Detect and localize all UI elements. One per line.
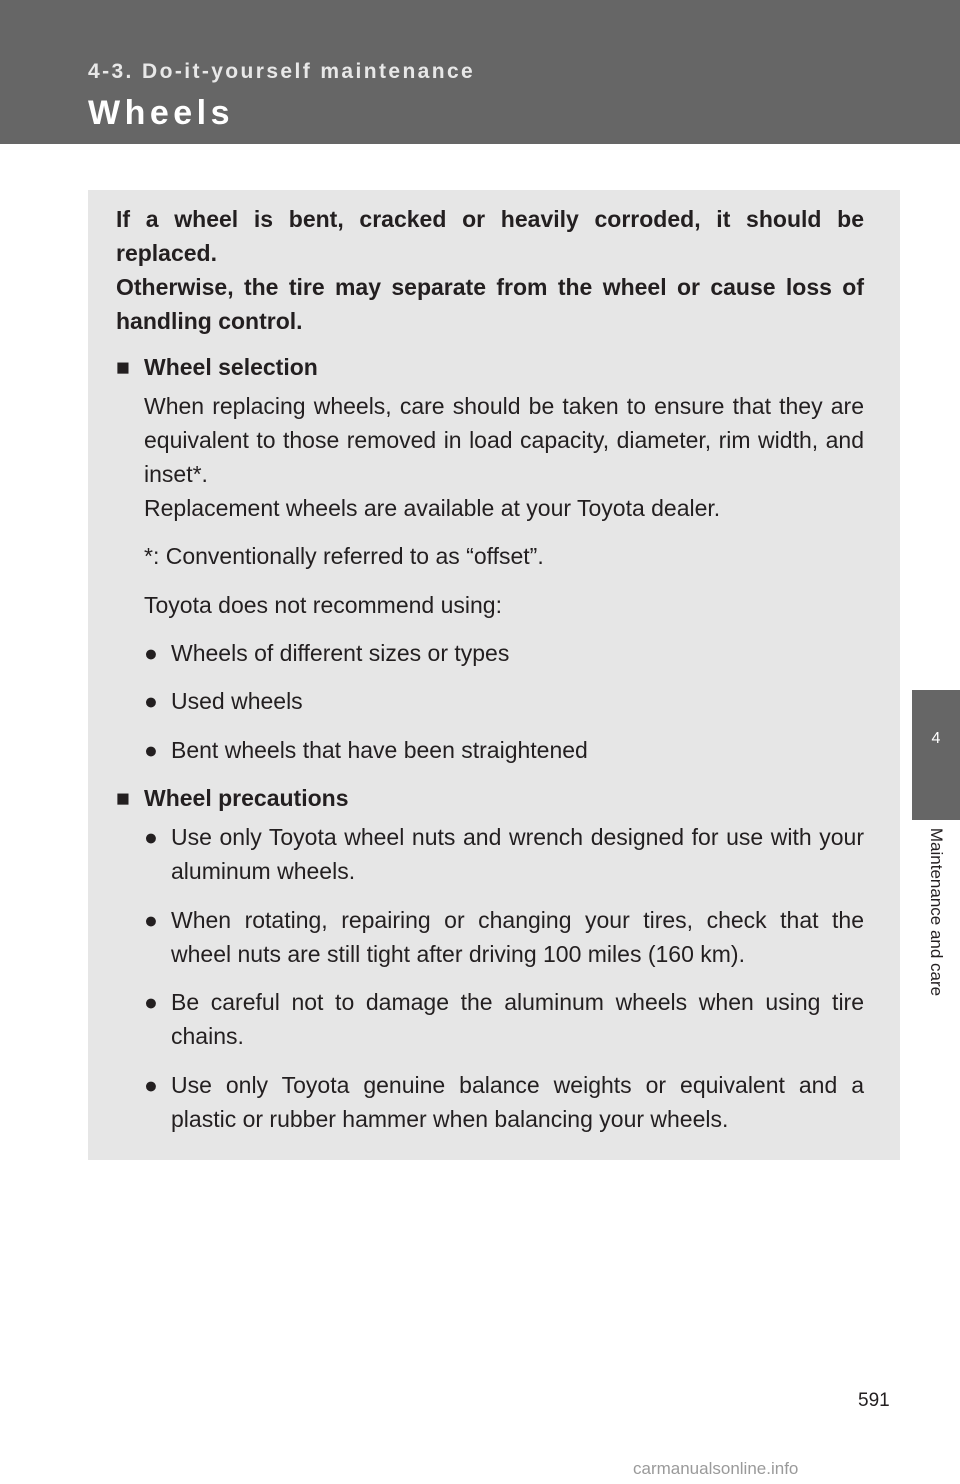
bullet-icon: ● (144, 989, 158, 1015)
intro-consequence: Otherwise, the tire may separate from the wheel or cause loss of handling control. (116, 274, 864, 334)
bullet-icon: ● (144, 640, 158, 666)
chapter-number: 4 (931, 730, 941, 747)
list-item: Use only Toyota wheel nuts and wrench designed for use with your aluminum wheels. (171, 824, 864, 884)
list-item: Use only Toyota genuine balance weights or equivalent and a plastic or rubber hammer when balancing your wheels. (171, 1072, 864, 1132)
bullet-icon: ● (144, 737, 158, 763)
bullet-icon: ● (144, 1072, 158, 1098)
chapter-tab (912, 690, 960, 820)
chapter-label: Maintenance and care (927, 827, 946, 997)
section-heading-wheel-precautions: Wheel precautions (144, 785, 349, 811)
wheel-selection-text: When replacing wheels, care should be taken to ensure that they are equivalent to those removed in load capacity, diameter, rim width, and inset*. (144, 393, 864, 487)
footnote: *: Conventionally referred to as “offset”. (144, 543, 544, 569)
list-item: Used wheels (171, 688, 303, 714)
section-label: 4-3. Do-it-yourself maintenance (88, 60, 476, 83)
page-header (0, 0, 960, 144)
bullet-icon: ● (144, 824, 158, 850)
watermark: carmanualsonline.info (633, 1459, 799, 1478)
list-item: Be careful not to damage the aluminum wheels when using tire chains. (171, 989, 864, 1049)
intro-warning: If a wheel is bent, cracked or heavily corroded, it should be replaced. (116, 206, 864, 266)
page-number: 591 (858, 1390, 890, 1411)
section-heading-wheel-selection: Wheel selection (144, 354, 318, 380)
section-marker-icon: ■ (116, 354, 130, 380)
section-marker-icon: ■ (116, 785, 130, 811)
bullet-icon: ● (144, 688, 158, 714)
not-recommend-intro: Toyota does not recommend using: (144, 592, 502, 618)
page-title: Wheels (88, 94, 235, 132)
bullet-icon: ● (144, 907, 158, 933)
list-item: Bent wheels that have been straightened (171, 737, 588, 763)
wheel-selection-dealer: Replacement wheels are available at your Toyota dealer. (144, 495, 721, 521)
list-item: Wheels of different sizes or types (171, 640, 510, 666)
list-item: When rotating, repairing or changing your tires, check that the wheel nuts are still tight after driving 100 miles (160 km). (171, 907, 864, 967)
